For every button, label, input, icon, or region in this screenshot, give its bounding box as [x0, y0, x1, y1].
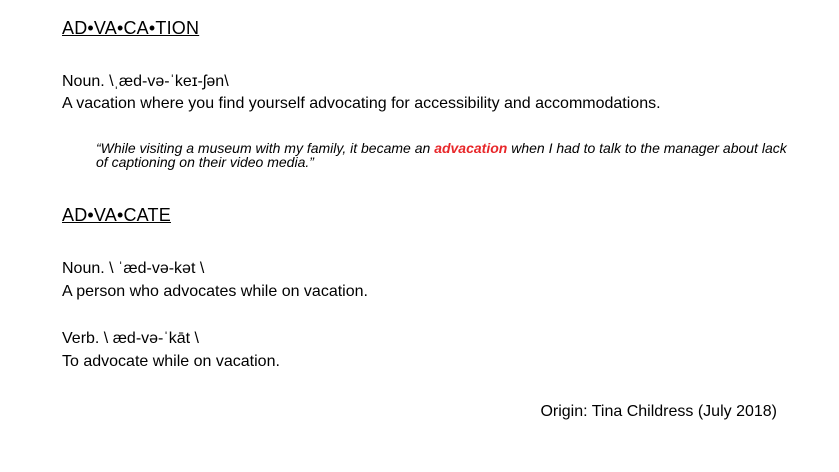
- pronunciation-advacate-noun: Noun. \ ˈæd-və-kət \: [62, 260, 205, 277]
- origin-credit: Origin: Tina Childress (July 2018): [540, 403, 777, 420]
- quote-text-after: when I had to talk to the manager about lack of captioning on their video media.”: [96, 140, 787, 170]
- definition-advacate-verb: To advocate while on vacation.: [62, 353, 280, 370]
- quote-highlight-term: advacation: [434, 140, 508, 156]
- definition-advacation: A vacation where you find yourself advocating for accessibility and accommodations.: [62, 95, 661, 112]
- term-heading-advacation: AD•VA•CA•TION: [62, 18, 200, 38]
- pronunciation-advacate-verb: Verb. \ æd-və-ˈkāt \: [62, 330, 199, 347]
- pronunciation-advacation: Noun. \ˌæd-və-ˈkeɪ-ʃən\: [62, 73, 229, 90]
- definition-advacate-noun: A person who advocates while on vacation.: [62, 283, 368, 300]
- term-heading-advacate: AD•VA•CATE: [62, 205, 171, 225]
- example-quote: [96, 141, 796, 169]
- quote-text-before: “While visiting a museum with my family, it became an: [96, 140, 435, 156]
